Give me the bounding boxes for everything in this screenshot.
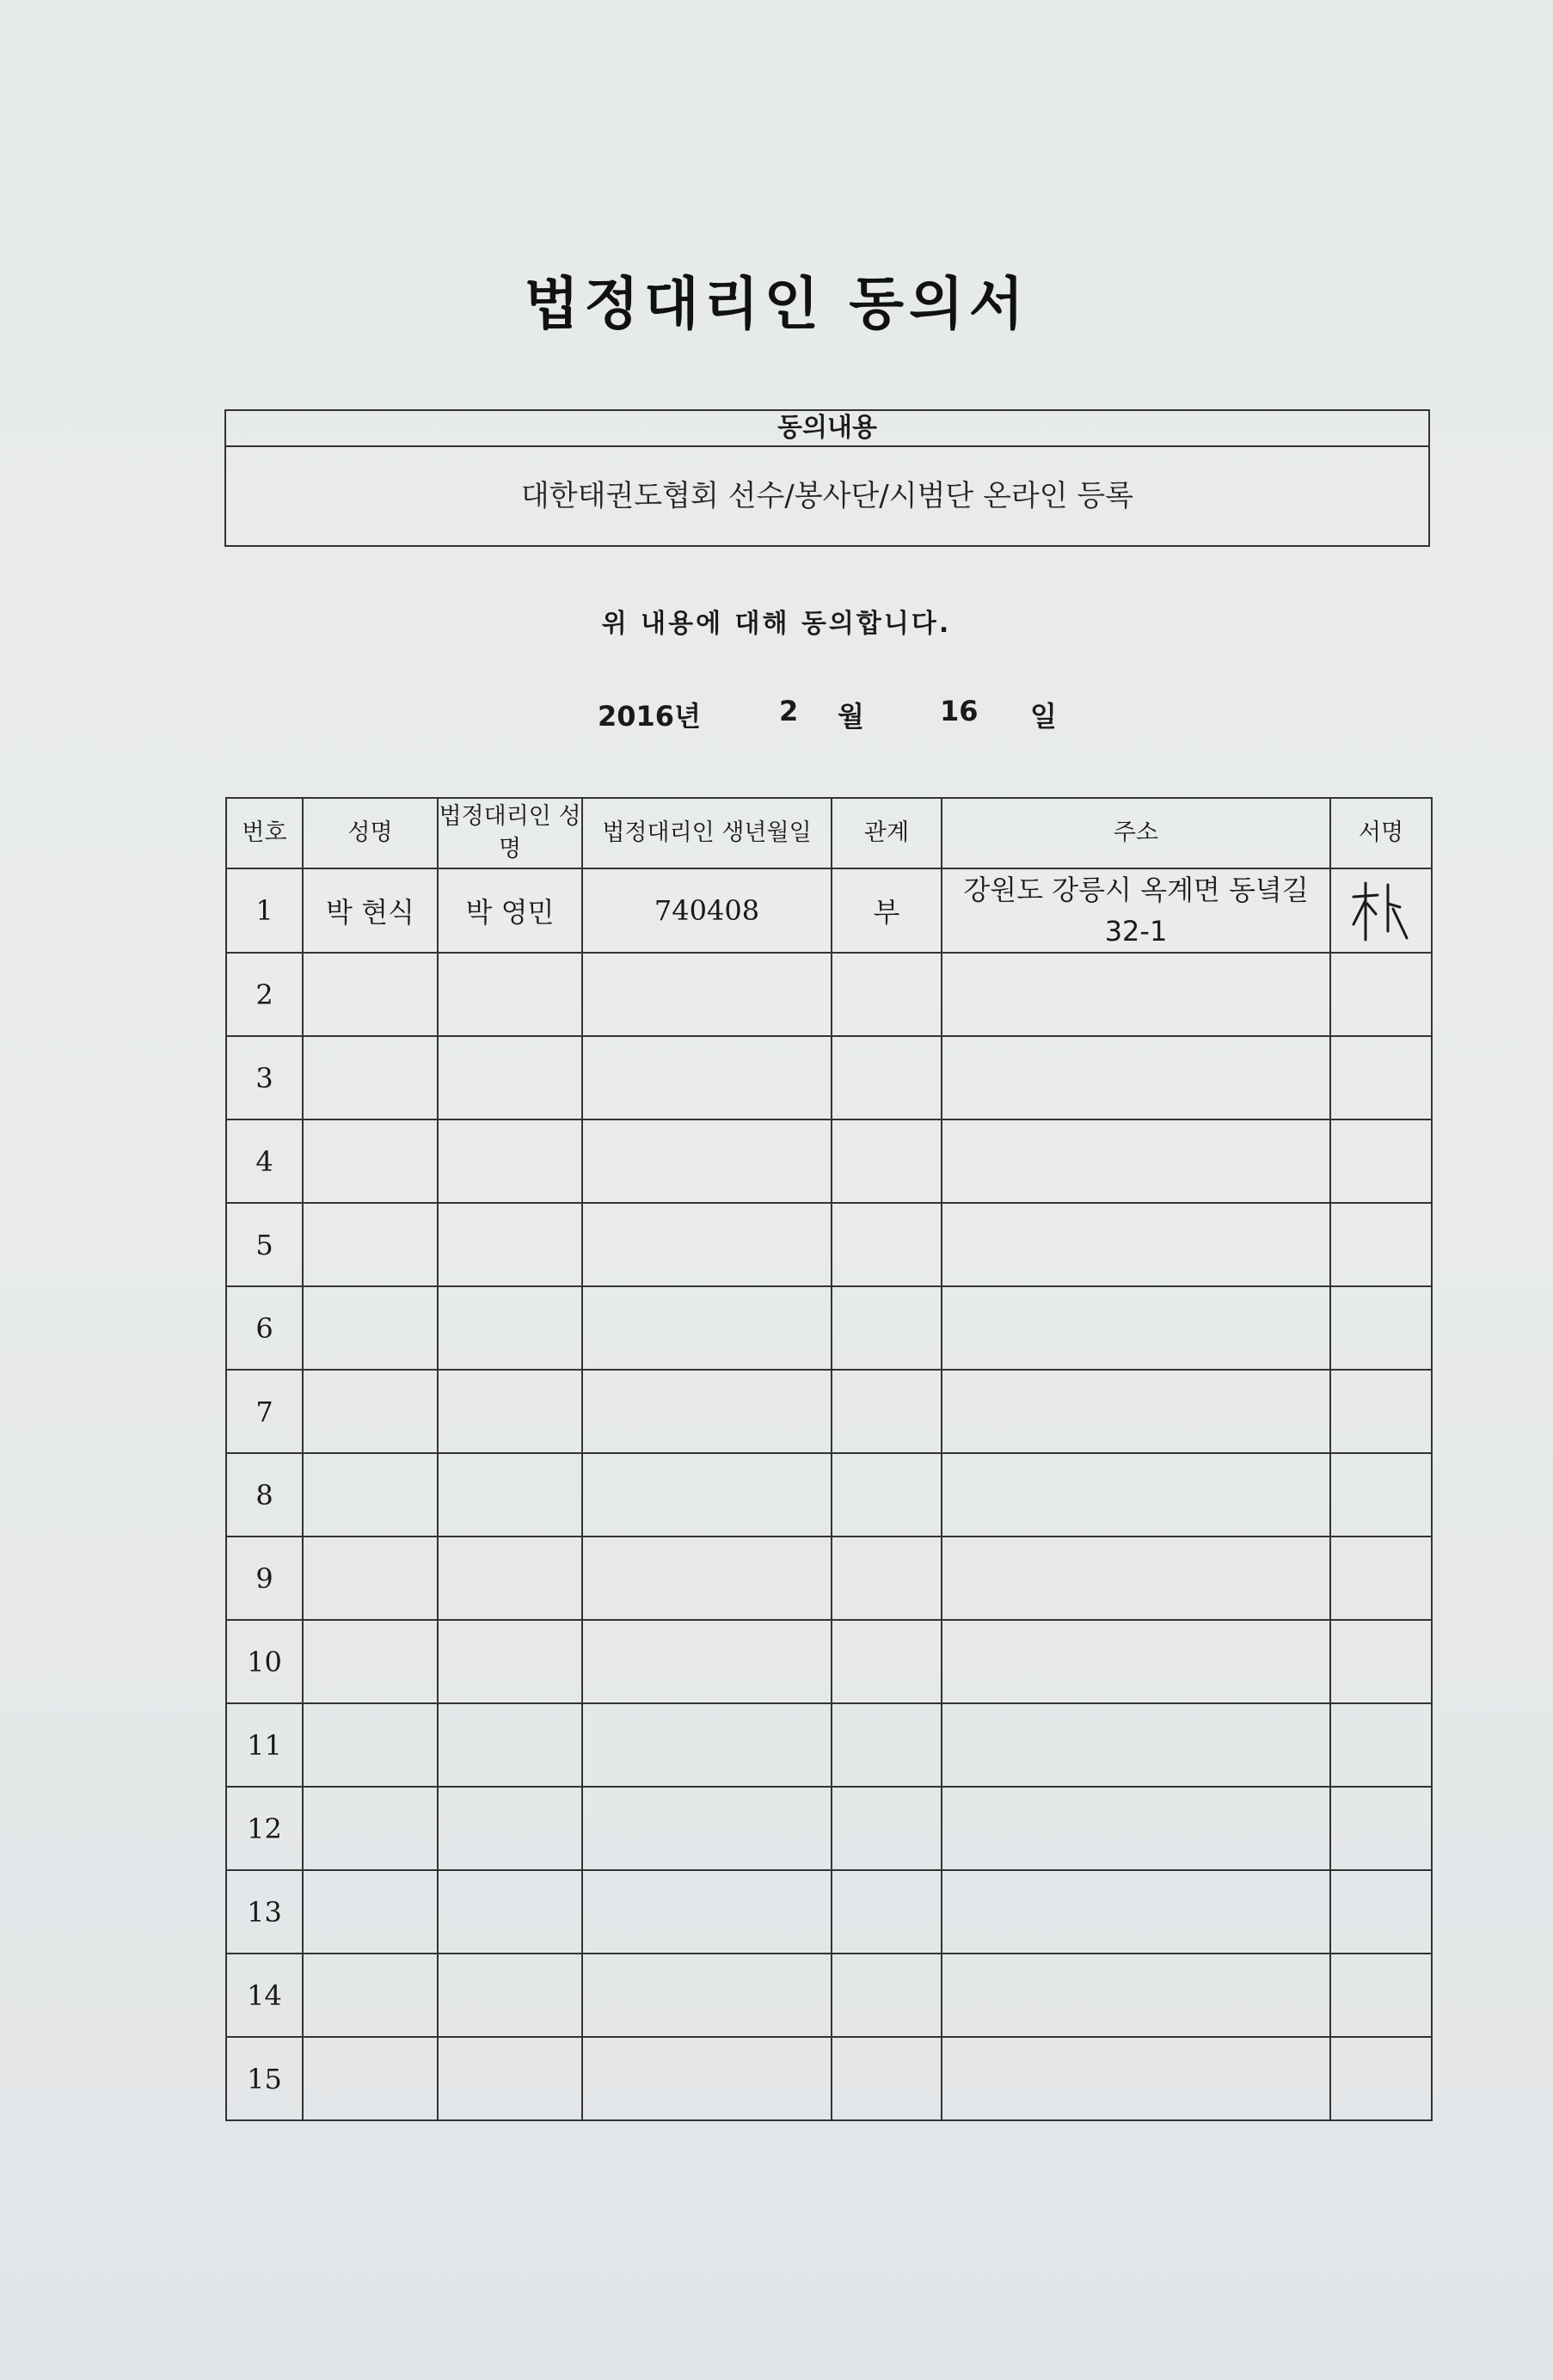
cell-number: 6 xyxy=(226,1286,303,1370)
cell-name xyxy=(303,1870,438,1954)
cell-number: 14 xyxy=(226,1954,303,2037)
table-row xyxy=(226,868,1432,953)
cell-signature xyxy=(1330,2037,1432,2120)
cell-address xyxy=(942,1119,1330,1203)
cell-address xyxy=(942,1370,1330,1453)
cell-address xyxy=(942,1036,1330,1119)
cell-address xyxy=(942,2037,1330,2120)
table-row xyxy=(226,1870,1432,1954)
cell-guardian-birth: 740408 xyxy=(582,868,832,953)
cell-address xyxy=(942,1954,1330,2037)
cell-relation xyxy=(832,1119,942,1203)
agreement-content: 대한태권도협회 선수/봉사단/시범단 온라인 등록 xyxy=(520,479,1134,513)
cell-address xyxy=(942,1453,1330,1537)
table-header-row xyxy=(226,798,1432,868)
cell-address xyxy=(942,1537,1330,1620)
table-row xyxy=(226,953,1432,1036)
table-row xyxy=(226,1620,1432,1703)
cell-signature xyxy=(1330,1453,1432,1537)
cell-number: 13 xyxy=(226,1870,303,1954)
cell-signature xyxy=(1330,953,1432,1036)
date-month-unit: 월 xyxy=(838,700,864,733)
cell-name xyxy=(303,1703,438,1787)
cell-guardian-birth xyxy=(582,1453,832,1537)
cell-address xyxy=(942,1620,1330,1703)
cell-number: 10 xyxy=(226,1620,303,1703)
cell-guardian-birth xyxy=(582,1286,832,1370)
cell-relation xyxy=(832,1620,942,1703)
cell-relation xyxy=(832,1703,942,1787)
cell-name xyxy=(303,1286,438,1370)
confirmation-text: 위 내용에 대해 동의합니다. xyxy=(601,609,952,639)
cell-guardian-birth xyxy=(582,1870,832,1954)
header-address: 주소 xyxy=(942,798,1330,868)
cell-number: 2 xyxy=(226,953,303,1036)
cell-relation xyxy=(832,1787,942,1870)
cell-guardian-name xyxy=(438,1537,582,1620)
header-relation: 관계 xyxy=(832,798,942,868)
cell-signature xyxy=(1330,1370,1432,1453)
cell-relation xyxy=(832,1453,942,1537)
cell-guardian-name xyxy=(438,1370,582,1453)
cell-address xyxy=(942,1703,1330,1787)
table-row xyxy=(226,1453,1432,1537)
table-row xyxy=(226,1203,1432,1286)
cell-guardian-birth xyxy=(582,953,832,1036)
cell-number: 8 xyxy=(226,1453,303,1537)
cell-guardian-name xyxy=(438,953,582,1036)
cell-guardian-birth xyxy=(582,1787,832,1870)
header-name: 성명 xyxy=(303,798,438,868)
cell-guardian-name xyxy=(438,1203,582,1286)
cell-guardian-name xyxy=(438,1036,582,1119)
cell-address xyxy=(942,1787,1330,1870)
cell-name xyxy=(303,1787,438,1870)
cell-guardian-name xyxy=(438,1787,582,1870)
table-row xyxy=(226,2037,1432,2120)
cell-relation xyxy=(832,1370,942,1453)
cell-address xyxy=(942,1870,1330,1954)
cell-name xyxy=(303,1036,438,1119)
cell-signature xyxy=(1330,1620,1432,1703)
table-row xyxy=(226,1954,1432,2037)
handwritten-signature xyxy=(1348,878,1414,943)
cell-name xyxy=(303,1620,438,1703)
cell-guardian-birth xyxy=(582,1537,832,1620)
cell-signature xyxy=(1330,1036,1432,1119)
cell-signature xyxy=(1330,1203,1432,1286)
cell-relation xyxy=(832,1870,942,1954)
cell-number: 9 xyxy=(226,1537,303,1620)
header-signature: 서명 xyxy=(1330,798,1432,868)
table-row xyxy=(226,1703,1432,1787)
table-row xyxy=(226,1036,1432,1119)
cell-relation xyxy=(832,1036,942,1119)
registration-table xyxy=(225,797,1433,2121)
header-number: 번호 xyxy=(226,798,303,868)
cell-relation xyxy=(832,2037,942,2120)
date-day: 16 xyxy=(940,695,979,727)
cell-signature xyxy=(1330,1870,1432,1954)
cell-guardian-name xyxy=(438,2037,582,2120)
cell-guardian-birth xyxy=(582,1036,832,1119)
cell-guardian-birth xyxy=(582,1703,832,1787)
cell-guardian-name xyxy=(438,1620,582,1703)
cell-name xyxy=(303,1119,438,1203)
table-body xyxy=(226,868,1432,2120)
header-guardian-name: 법정대리인 성명 xyxy=(438,798,582,868)
cell-guardian-name xyxy=(438,1870,582,1954)
cell-signature xyxy=(1330,1537,1432,1620)
table-row xyxy=(226,1370,1432,1453)
cell-number: 1 xyxy=(226,868,303,953)
cell-signature xyxy=(1330,1787,1432,1870)
cell-guardian-name xyxy=(438,1954,582,2037)
cell-name xyxy=(303,1954,438,2037)
date-day-unit: 일 xyxy=(1030,700,1057,733)
cell-name xyxy=(303,1203,438,1286)
table-row xyxy=(226,1787,1432,1870)
cell-guardian-birth xyxy=(582,1119,832,1203)
cell-signature xyxy=(1330,1954,1432,2037)
cell-relation xyxy=(832,1286,942,1370)
cell-signature xyxy=(1330,1286,1432,1370)
cell-guardian-name xyxy=(438,1703,582,1787)
cell-number: 5 xyxy=(226,1203,303,1286)
cell-relation xyxy=(832,1203,942,1286)
cell-guardian-birth xyxy=(582,1954,832,2037)
cell-address: 강원도 강릉시 옥계면 동녘길 32-1 xyxy=(942,868,1330,953)
cell-address xyxy=(942,953,1330,1036)
cell-number: 15 xyxy=(226,2037,303,2120)
agreement-heading: 동의내용 xyxy=(226,411,1428,447)
cell-relation xyxy=(832,953,942,1036)
cell-name xyxy=(303,1537,438,1620)
cell-number: 12 xyxy=(226,1787,303,1870)
cell-name xyxy=(303,2037,438,2120)
cell-guardian-birth xyxy=(582,1620,832,1703)
date-month: 2 xyxy=(779,695,799,727)
cell-name xyxy=(303,953,438,1036)
agreement-box xyxy=(224,409,1430,547)
cell-guardian-name xyxy=(438,1286,582,1370)
cell-relation: 부 xyxy=(832,868,942,953)
cell-guardian-name: 박 영민 xyxy=(438,868,582,953)
cell-number: 11 xyxy=(226,1703,303,1787)
cell-name xyxy=(303,1453,438,1537)
cell-number: 3 xyxy=(226,1036,303,1119)
cell-name: 박 현식 xyxy=(303,868,438,953)
table-row xyxy=(226,1119,1432,1203)
cell-guardian-name xyxy=(438,1119,582,1203)
table-row xyxy=(226,1537,1432,1620)
cell-signature xyxy=(1330,1703,1432,1787)
cell-relation xyxy=(832,1537,942,1620)
header-guardian-birth: 법정대리인 생년월일 xyxy=(582,798,832,868)
cell-number: 7 xyxy=(226,1370,303,1453)
cell-guardian-birth xyxy=(582,1203,832,1286)
document-title: 법정대리인 동의서 xyxy=(524,271,1029,337)
cell-guardian-birth xyxy=(582,2037,832,2120)
cell-number: 4 xyxy=(226,1119,303,1203)
cell-guardian-birth xyxy=(582,1370,832,1453)
cell-signature xyxy=(1330,1119,1432,1203)
cell-signature xyxy=(1330,868,1432,953)
cell-address xyxy=(942,1286,1330,1370)
cell-address xyxy=(942,1203,1330,1286)
cell-relation xyxy=(832,1954,942,2037)
table-row xyxy=(226,1286,1432,1370)
cell-guardian-name xyxy=(438,1453,582,1537)
date-year: 2016년 xyxy=(598,700,701,733)
cell-name xyxy=(303,1370,438,1453)
